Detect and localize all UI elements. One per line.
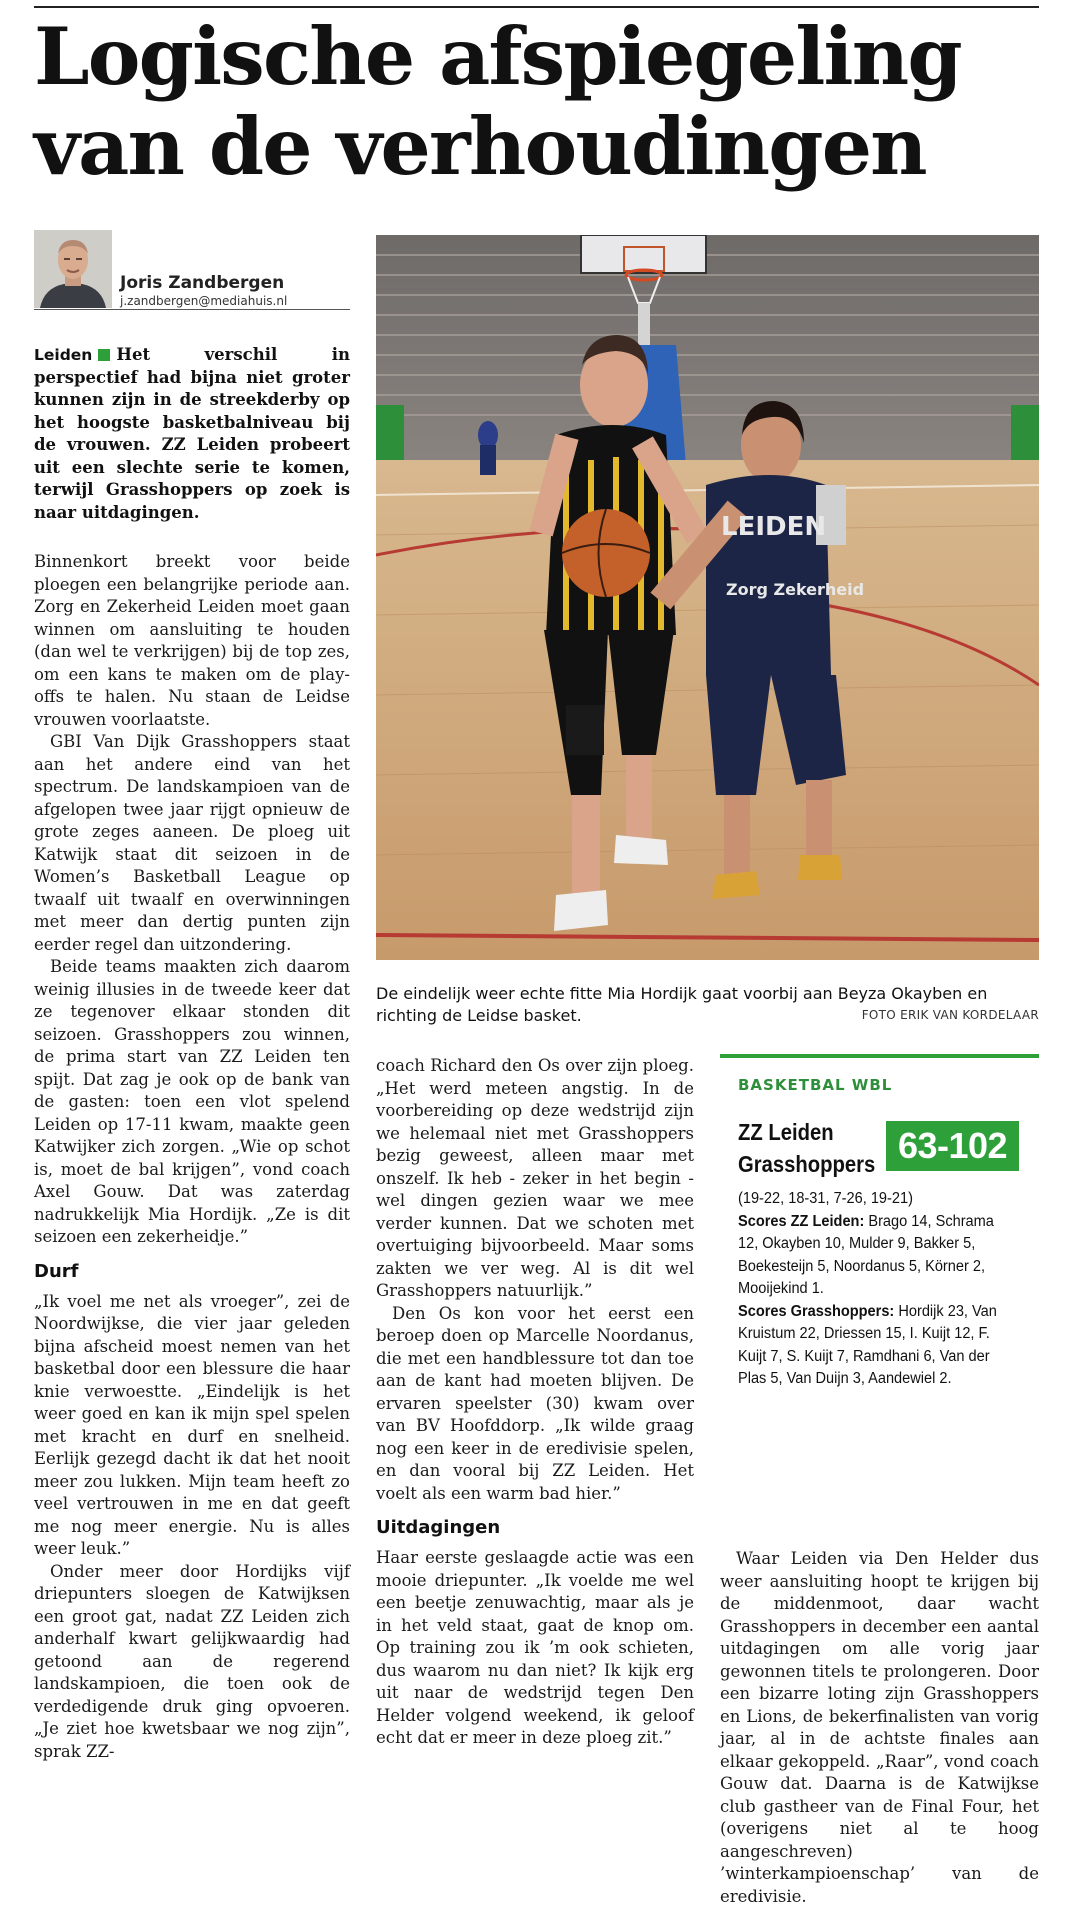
- scorers-away: [738, 1301, 1006, 1391]
- paragraph: Den Os kon voor het eerst een beroep doen op Marcelle Noordanus, die met een handblessure tot dan toe aan de kant had moeten blijven. De ervaren speelster (30) kwam over van BV Hoofddorp. „Ik wilde graag nog een keer in de eredivisie spelen, en dan vooral bij ZZ Leiden. Het voelt als een warm bad hier.”: [376, 1303, 694, 1503]
- jersey-text: LEIDEN: [721, 512, 827, 542]
- photo-credit: FOTO ERIK VAN KORDELAAR: [861, 1008, 1039, 1022]
- scorebox-heading: BASKETBAL WBL: [738, 1076, 893, 1094]
- headline-line-1: Logische afspiegeling: [34, 10, 961, 103]
- paragraph: GBI Van Dijk Grasshoppers staat aan het andere eind van het spectrum. De landskampioen van de afgelopen twee jaar rijgt opnieuw de grote zeges aaneen. De ploeg uit Katwijk staat dit seizoen in de Women’s Basketball League op twaalf uit twaalf en overwinningen met meer dan dertig punten zijn eerder regel dan uitzondering.: [34, 732, 350, 954]
- subheading-uitdagingen: Uitdagingen: [376, 1517, 501, 1538]
- lead-paragraph: [34, 344, 350, 524]
- subheading-durf: Durf: [34, 1260, 79, 1282]
- team-home: ZZ Leiden: [738, 1119, 834, 1145]
- lead-text: Het verschil in perspectief had bijna niet groter kunnen zijn in de streekderby op het hoogste basketbalniveau bij de vrouwen. ZZ Leiden probeert uit een slechte serie te komen, terwijl Grasshoppers op zoek is naar uitdagingen.: [34, 345, 350, 522]
- scorers-home: [738, 1211, 1006, 1301]
- paragraph: Onder meer door Hordijks vijf driepunters sloegen de Katwijksen een groot gat, nadat ZZ Leiden zich anderhalf kwart gelijkwaardig had getoond aan de regerend landskampioen, die toen ook de verdedigende druk ging opvoeren. „Je ziet hoe kwetsbaar we nog zijn”, sprak ZZ-: [34, 1561, 350, 1761]
- author-divider: [34, 309, 350, 310]
- author-email[interactable]: j.zandbergen@mediahuis.nl: [120, 294, 288, 308]
- scorers-home-label: Scores ZZ Leiden:: [738, 1212, 865, 1230]
- article-column-1: [34, 551, 350, 1763]
- quarter-scores: (19-22, 18-31, 7-26, 19-21): [738, 1190, 913, 1207]
- square-bullet-icon: [98, 349, 110, 361]
- headline: [34, 12, 1044, 192]
- paragraph: coach Richard den Os over zijn ploeg. „Het werd meteen angstig. In de voorbereiding op deze wedstrijd zijn we helemaal niet met Grasshoppers bezig geweest, alleen maar met onszelf. Ik heb - zeker in het begin - wel dingen gezien waar we mee verder kunnen. Dat we schoten met overtuiging bijvoorbeeld. Maar soms zakten we ver weg. Al is dit wel Grasshoppers natuurlijk.”: [376, 1056, 694, 1300]
- dateline: Leiden: [34, 346, 93, 364]
- article-column-3: [720, 1548, 1039, 1908]
- scorebox-details: [738, 1188, 1006, 1391]
- article-column-2: [376, 1055, 694, 1750]
- scorebox: [720, 1054, 1039, 1494]
- paragraph: Waar Leiden via Den Helder dus weer aansluiting hoopt te krijgen bij de middenmoot, daar wacht Grasshoppers in december een aantal uitdagingen om alle vorig jaar gewonnen titels te prolongeren. Door een bizarre loting zijn Grasshoppers en Lions, de bekerfinalisten van vorig jaar, al in de achtste finales aan elkaar gekoppeld. „Raar”, vond coach Gouw dat. Daarna is de Katwijkse club gastheer van de Final Four, het (overigens niet al te hoog aangeschreven) ’winterkampioenschap’ van de eredivisie.: [720, 1549, 1039, 1906]
- author-avatar: [34, 230, 112, 308]
- paragraph: „Ik voel me net als vroeger”, zei de Noordwijkse, die vier jaar geleden bijna afscheid moest nemen van het basketbal door een blessure die haar knie verwoestte. „Eindelijk is het weer goed en kan ik mijn spel spelen met kracht en durf en snelheid. Eerlijk gezegd dacht ik dat het nooit meer zou lukken. Mijn team heeft zo veel vertrouwen in me en dat geeft me nog meer energie. Nu is alles weer leuk.”: [34, 1291, 350, 1558]
- team-away: Grasshoppers: [738, 1151, 876, 1177]
- headline-line-2: van de verhoudingen: [34, 100, 926, 193]
- sponsor-text: Zorg Zekerheid: [726, 580, 865, 599]
- paragraph: Binnenkort breekt voor beide ploegen een belangrijke periode aan. Zorg en Zekerheid Leiden moet gaan winnen om aansluiting te houden (dan wel te verkrijgen) bij de top zes, om een kans te maken om de play-offs te halen. Nu staan de Leidse vrouwen voorlaatste.: [34, 552, 350, 729]
- top-rule: [34, 6, 1039, 8]
- final-score: 63-102: [886, 1121, 1019, 1171]
- scorers-away-label: Scores Grasshoppers:: [738, 1302, 895, 1320]
- scorebox-rule: [720, 1054, 1039, 1058]
- scorebox-teams: [738, 1116, 875, 1180]
- scorers-home-list: Brago 14, Schrama 12, Okayben 10, Mulder 9, Bakker 5, Boekesteijn 5, Noordanus 5, Körner 2, Mooijekind 1.: [738, 1212, 994, 1297]
- scorers-away-list: Hordijk 23, Van Kruistum 22, Driessen 15, I. Kuijt 12, F. Kuijt 7, S. Kuijt 7, Ramdhani 6, Van der Plas 5, Van Duijn 3, Aandewiel 2.: [738, 1302, 997, 1387]
- paragraph: Haar eerste geslaagde actie was een mooie driepunter. „Ik voelde me wel een beetje zenuwachtig, maar als je in het veld staat, gaat de knop om. Op training zou ik ’m ook schieten, dus waarom nu dan niet? Ik kijk erg uit naar de wedstrijd tegen Den Helder volgend weekend, ik geloof echt dat er meer in deze ploeg zit.”: [376, 1548, 694, 1747]
- paragraph: Beide teams maakten zich daarom weinig illusies in de tweede keer dat ze tegenover elkaar stonden dit seizoen. Grasshoppers zou winnen, de prima start van ZZ Leiden ten spijt. Dat zag je ook op de bank van de gasten: toen een vlot spelend Leiden op 17-11 kwam, maakte geen Katwijker zich zorgen. „Wie op schot is, moet de bal krijgen”, vond coach Axel Gouw. Dat was zaterdag nadrukkelijk Mia Hordijk. „Ze is dit seizoen een zekerheidje.”: [34, 957, 350, 1246]
- photo-caption: De eindelijk weer echte fitte Mia Hordijk gaat voorbij aan Beyza Okayben en richting de Leidse basket.: [376, 984, 988, 1025]
- author-name: Joris Zandbergen: [120, 273, 285, 293]
- article-photo: [376, 235, 1039, 960]
